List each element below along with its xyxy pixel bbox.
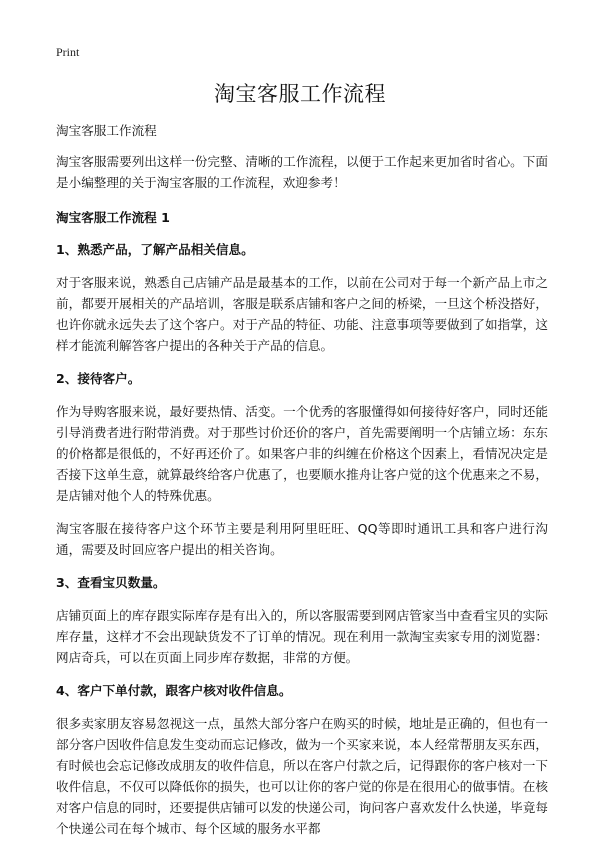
step-4-paragraph: 很多卖家朋友容易忽视这一点，虽然大部分客户在购买的时候，地址是正确的，但也有一部分客户因收件信息发生变动而忘记修改，做为一个买家来说，本人经常帮朋友买东西，有时候也会忘记修改成朋友的收件信息，所以在客户付款之后，记得跟你的客户核对一下收件信息，不仅可以降低你的损失，也可以让你的客户觉的你是在很用心的做事情。在核对客户信息的同时，还要提供店铺可以发的快递公司，询问客户喜欢发什么快递，毕竟每个快递公司在每个城市、每个区域的服务水平都 [56, 716, 548, 836]
document-title: 淘宝客服工作流程 [214, 82, 386, 106]
step-3-heading: 3、查看宝贝数量。 [56, 575, 166, 590]
section-title: 淘宝客服工作流程 1 [56, 210, 170, 225]
step-4-heading: 4、客户下单付款，跟客户核对收件信息。 [56, 683, 292, 698]
print-label[interactable]: Print [56, 45, 80, 59]
step-1-paragraph: 对于客服来说，熟悉自己店铺产品是最基本的工作，以前在公司对于每一个新产品上市之前，都要开展相关的产品培训，客服是联系店铺和客户之间的桥梁，一旦这个桥没搭好，也许你就永远失去了这个客户。对于产品的特征、功能、注意事项等要做到了如指掌，这样才能流利解答客户提出的各种关于产品的信息。 [56, 275, 548, 353]
intro-paragraph: 淘宝客服需要列出这样一份完整、清晰的工作流程，以便于工作起来更加省时省心。下面是小编整理的关于淘宝客服的工作流程，欢迎参考！ [56, 154, 548, 190]
step-2-paragraph-a: 作为导购客服来说，最好要热情、活变。一个优秀的客服懂得如何接待好客户，同时还能引导消费者进行附带消费。对于那些讨价还价的客户，首先需要阐明一个店铺立场：东东的价格都是很低的，不好再还价了。如果客户非的纠缠在价格这个因素上，看情况决定是否接下这单生意，就算最终给客户优惠了，也要顺水推舟让客户觉的这个优惠来之不易，是店铺对他个人的特殊优惠。 [56, 404, 548, 503]
step-3-paragraph: 店铺页面上的库存跟实际库存是有出入的，所以客服需要到网店管家当中查看宝贝的实际库存量，这样才不会出现缺货发不了订单的情况。现在利用一款淘宝卖家专用的浏览器：网店奇兵，可以在页面上同步库存数据，非常的方便。 [56, 608, 548, 665]
document-body [56, 120, 548, 851]
step-2-heading: 2、接待客户。 [56, 371, 141, 386]
step-2-paragraph-b: 淘宝客服在接待客户这个环节主要是利用阿里旺旺、QQ等即时通讯工具和客户进行沟通，需要及时回应客户提出的相关咨询。 [56, 521, 548, 557]
document-subtitle: 淘宝客服工作流程 [56, 123, 157, 138]
step-1-heading: 1、熟悉产品，了解产品相关信息。 [56, 242, 254, 257]
